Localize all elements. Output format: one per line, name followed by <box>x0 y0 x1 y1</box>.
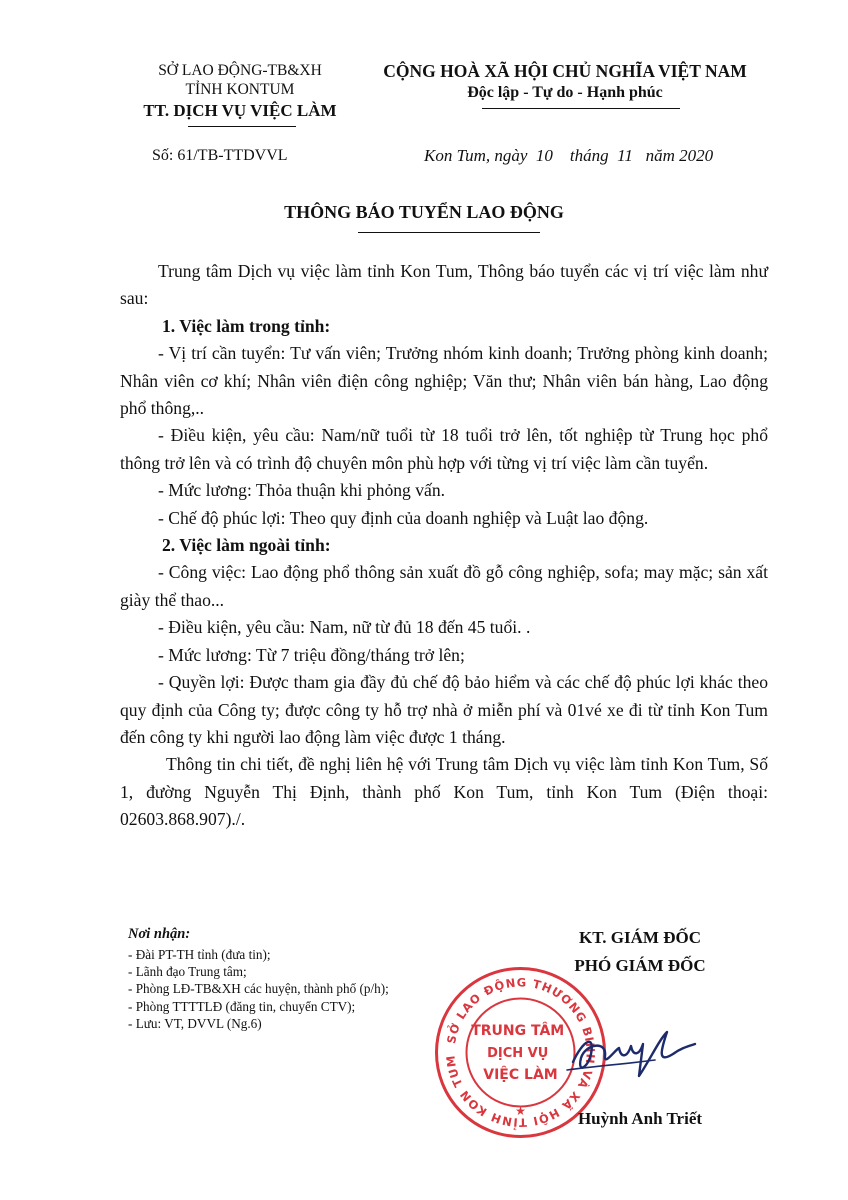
recipient-item: - Đài PT-TH tỉnh (đưa tin); <box>128 947 271 962</box>
recipient-item: - Phòng LĐ-TB&XH các huyện, thành phố (p/h); <box>128 981 389 997</box>
recipients-title: Nơi nhận: <box>128 926 191 942</box>
s1-salary: - Mức lương: Thỏa thuận khi phỏng vấn. <box>158 480 446 501</box>
s2-work: - Công việc: Lao động phổ thông sản xuất đồ gỗ công nghiệp, sofa; may mặc; sản xất giày thể thao... <box>120 562 768 610</box>
s1-positions: - Vị trí cần tuyển: Tư vấn viên; Trưởng nhóm kinh doanh; Trưởng phòng kinh doanh; Nhân viên cơ khí; Nhân viên điện công nghiệp; Văn thư; Nhân viên bán hàng, Lao động phổ thông,.. <box>120 343 768 419</box>
contact-paragraph: Thông tin chi tiết, đề nghị liên hệ với Trung tâm Dịch vụ việc làm tỉnh Kon Tum, Số 1, đường Nguyễn Thị Định, thành phố Kon Tum, tỉnh Kon Tum (Điện thoại: 02603.868.907)./. <box>120 754 768 830</box>
s1-requirements: - Điều kiện, yêu cầu: Nam/nữ tuổi từ 18 tuổi trở lên, tốt nghiệp từ Trung học phổ thông trở lên và có trình độ chuyên môn phù hợp với từng vị trí việc làm cần tuyển. <box>120 425 768 473</box>
signature-title-1: KT. GIÁM ĐỐC <box>579 928 701 947</box>
motto-underline <box>482 108 680 109</box>
seal-line-2: DỊCH VỤ <box>487 1046 549 1061</box>
document-number: Số: 61/TB-TTDVVL <box>152 147 288 164</box>
section-2-heading: 2. Việc làm ngoài tỉnh: <box>162 535 331 556</box>
recipient-item: - Lưu: VT, DVVL (Ng.6) <box>128 1015 262 1031</box>
recipient-item: - Phòng TTTTLĐ (đăng tin, chuyển CTV); <box>128 998 356 1014</box>
org-line-3: TT. DỊCH VỤ VIỆC LÀM <box>143 101 337 120</box>
intro-paragraph: Trung tâm Dịch vụ việc làm tỉnh Kon Tum, Thông báo tuyển các vị trí việc làm như sau: <box>120 261 768 309</box>
nation-motto: Độc lập - Tự do - Hạnh phúc <box>467 84 663 101</box>
handwritten-signature <box>555 1010 705 1090</box>
org-underline <box>188 126 296 127</box>
org-line-2: TỈNH KONTUM <box>185 81 295 98</box>
seal-line-1: TRUNG TÂM <box>471 1023 565 1039</box>
seal-ring-text: SỞ LAO ĐỘNG THƯƠNG BINH VÀ XÃ HỘI TỈNH KON TUM <box>443 975 598 1130</box>
signature-title-2: PHÓ GIÁM ĐỐC <box>574 956 706 975</box>
org-line-1: SỞ LAO ĐỘNG-TB&XH <box>158 62 322 79</box>
s2-rights: - Quyền lợi: Được tham gia đầy đủ chế độ bảo hiểm và các chế độ phúc lợi khác theo quy định của Công ty; được công ty hỗ trợ nhà ở miễn phí và 01vé xe đi từ tỉnh Kon Tum đến công ty khi người lao động làm việc được 1 tháng. <box>120 672 768 747</box>
s1-benefits: - Chế độ phúc lợi: Theo quy định của doanh nghiệp và Luật lao động. <box>158 507 649 528</box>
document-body <box>120 258 768 834</box>
recipient-item: - Lãnh đạo Trung tâm; <box>128 964 247 980</box>
title-underline <box>358 232 540 233</box>
document-title: THÔNG BÁO TUYỂN LAO ĐỘNG <box>284 202 564 222</box>
nation-title: CỘNG HOÀ XÃ HỘI CHỦ NGHĨA VIỆT NAM <box>383 61 747 81</box>
section-1-heading: 1. Việc làm trong tỉnh: <box>162 315 331 336</box>
s2-requirements: - Điều kiện, yêu cầu: Nam, nữ từ đủ 18 đến 45 tuổi. . <box>158 617 531 638</box>
seal-line-3: VIỆC LÀM <box>483 1067 558 1083</box>
signer-name: Huỳnh Anh Triết <box>577 1109 703 1128</box>
document-date: Kon Tum, ngày 10 tháng 11 năm 2020 <box>424 146 714 165</box>
s2-salary: - Mức lương: Từ 7 triệu đồng/tháng trở lên; <box>158 644 465 665</box>
seal-star-icon: ★ <box>515 1104 526 1118</box>
